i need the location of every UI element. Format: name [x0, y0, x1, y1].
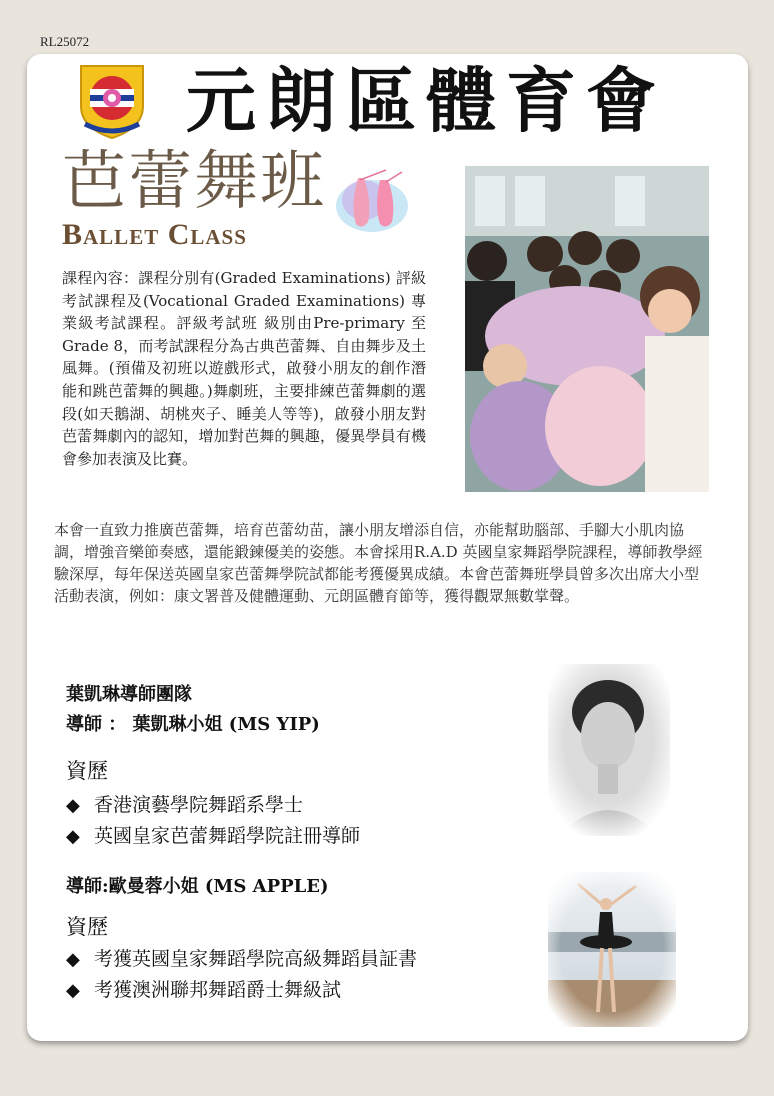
course-title-english: Ballet Class [62, 218, 247, 251]
qualifications-heading: 資歷 [66, 759, 108, 783]
diamond-bullet-icon: ◆ [66, 826, 80, 847]
qualifications-heading: 資歷 [66, 915, 108, 939]
qualification-item: ◆ 英國皇家芭蕾舞蹈學院註冊導師 [66, 821, 360, 852]
teacher-yip-name: 導師 ： 葉凱琳小姐 (MS YIP) [66, 714, 320, 735]
diamond-bullet-icon: ◆ [66, 949, 80, 970]
organization-title: 元朗區體育會 [186, 59, 666, 142]
introduction-paragraph: 本會一直致力推廣芭蕾舞，培育芭蕾幼苗，讓小朋友增添自信，亦能幫助腦部、手腳大小肌肉協調，增強音樂節奏感，還能鍛鍊優美的姿態。本會採用R.A.D 英國皇家舞蹈學院課程，導師教學經驗深厚，每年保送英國皇家芭蕾舞學院試都能考獲優異成績。本會芭蕾舞班學員曾多次出席大小型活動表演，例如：康文署普及健體運動、元朗區體育節等，獲得觀眾無數掌聲。 [54, 521, 703, 605]
course-description: 課程內容：課程分別有(Graded Examinations) 評級考試課程及(Vocational Graded Examinations) 專業級考試課程。評級考試班 級別由Pre-primary 至 Grade 8，而考試課程分為古典芭蕾舞、自由舞步及土風舞。(預備及初班以遊戲形式，啟發小朋友的創作潛能和跳芭蕾舞的興趣。)舞劇班，主要排練芭蕾舞劇的選段(如天鵝湖、胡桃夾子、睡美人等等)，啟發小朋友對芭蕾舞劇內的認知，增加對芭舞的興趣，優異學員有機會參加表演及比賽。 [62, 269, 426, 468]
club-logo [75, 58, 149, 140]
course-title-chinese: 芭蕾舞班 [62, 145, 326, 219]
document-code: RL25072 [40, 34, 90, 49]
diamond-bullet-icon: ◆ [66, 795, 80, 816]
qualification-item: ◆ 考獲英國皇家舞蹈學院高級舞蹈員証書 [66, 944, 417, 975]
ballet-students-group-photo [465, 166, 709, 492]
teacher-apple-name: 導師:歐曼蓉小姐 (MS APPLE) [66, 876, 329, 897]
qualification-item: ◆ 考獲澳洲聯邦舞蹈爵士舞級試 [66, 975, 417, 1006]
ballet-slipper-icon [330, 166, 416, 236]
teacher-yip-qualifications [66, 790, 360, 852]
teacher-apple-dancing-photo [548, 872, 676, 1027]
teacher-yip-portrait [548, 664, 670, 836]
teacher-apple-qualifications [66, 944, 417, 1006]
qualification-item: ◆ 香港演藝學院舞蹈系學士 [66, 790, 360, 821]
teacher-yip-section [66, 680, 360, 852]
diamond-bullet-icon: ◆ [66, 980, 80, 1001]
teacher-apple-section [66, 872, 417, 1006]
teacher-team-heading: 葉凱琳導師團隊 [66, 684, 192, 705]
